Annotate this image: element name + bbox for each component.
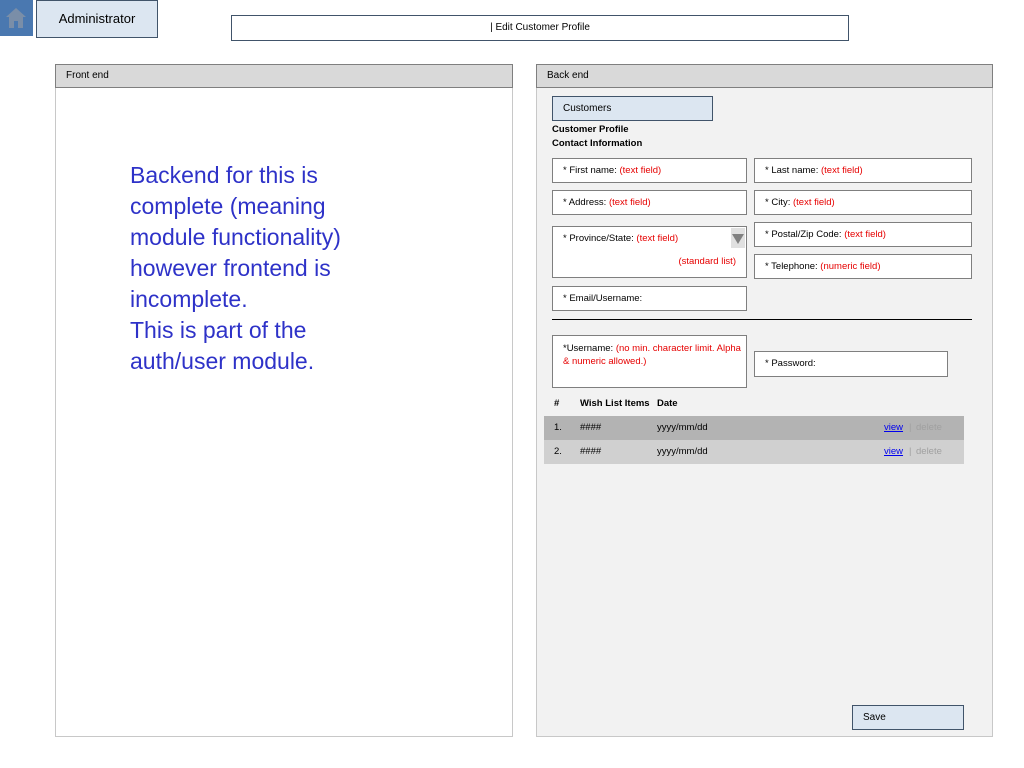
first-name-label: * First name: xyxy=(563,165,620,176)
row-number: 1. xyxy=(554,422,562,433)
first-name-field[interactable] xyxy=(552,158,747,183)
city-hint: (text field) xyxy=(792,197,835,208)
wishlist-col-items: Wish List Items xyxy=(580,398,650,409)
province-list-hint: (standard list) xyxy=(678,256,736,267)
triangle-down-icon[interactable] xyxy=(731,228,745,248)
wishlist-col-number: # xyxy=(554,398,560,409)
first-name-hint: (text field) xyxy=(619,165,662,176)
administrator-tab[interactable]: Administrator xyxy=(36,0,158,38)
customers-tab[interactable]: Customers xyxy=(552,96,713,121)
frontend-note-line1: Backend for this is complete (meaning module functionality) however frontend is incomplete. xyxy=(130,162,341,312)
postal-hint: (text field) xyxy=(844,229,886,240)
email-label: * Email/Username: xyxy=(563,293,643,304)
row-date: yyyy/mm/dd xyxy=(657,446,708,457)
customer-profile-heading: Customer Profile xyxy=(552,124,629,135)
username-label: *Username: xyxy=(563,343,616,354)
save-button[interactable]: Save xyxy=(852,705,964,730)
row-separator: | xyxy=(909,422,912,433)
row-item: #### xyxy=(580,422,602,433)
front-end-header: Front end xyxy=(55,64,513,88)
province-hint: (text field) xyxy=(636,233,679,244)
row-separator: | xyxy=(909,446,912,457)
password-label: * Password: xyxy=(765,358,816,369)
section-divider xyxy=(552,319,972,320)
row-date: yyyy/mm/dd xyxy=(657,422,708,433)
wishlist-col-date: Date xyxy=(657,398,678,409)
postal-code-field[interactable] xyxy=(754,222,972,247)
telephone-hint: (numeric field) xyxy=(820,261,881,272)
back-end-header: Back end xyxy=(536,64,993,88)
last-name-hint: (text field) xyxy=(820,165,863,176)
view-link[interactable]: view xyxy=(884,422,904,433)
email-username-field[interactable] xyxy=(552,286,747,311)
username-hint: (no min. character limit. Alpha & numeric allowed.) xyxy=(563,343,741,367)
last-name-label: * Last name: xyxy=(765,165,821,176)
view-link[interactable]: view xyxy=(884,446,904,457)
username-field[interactable] xyxy=(552,335,747,388)
address-label: * Address: xyxy=(563,197,609,208)
telephone-label: * Telephone: xyxy=(765,261,821,272)
row-item: #### xyxy=(580,446,602,457)
postal-label: * Postal/Zip Code: xyxy=(765,229,845,240)
table-row xyxy=(544,440,964,464)
last-name-field[interactable] xyxy=(754,158,972,183)
province-label: * Province/State: xyxy=(563,233,637,244)
password-field[interactable] xyxy=(754,351,948,377)
row-number: 2. xyxy=(554,446,562,457)
table-row xyxy=(544,416,964,440)
page-title: | Edit Customer Profile xyxy=(231,15,849,41)
telephone-field[interactable] xyxy=(754,254,972,279)
delete-link[interactable]: delete xyxy=(916,422,942,433)
delete-link[interactable]: delete xyxy=(916,446,942,457)
address-hint: (text field) xyxy=(608,197,651,208)
contact-information-heading: Contact Information xyxy=(552,138,643,149)
province-state-select[interactable] xyxy=(552,226,747,278)
home-icon xyxy=(5,7,27,29)
city-label: * City: xyxy=(765,197,793,208)
address-field[interactable] xyxy=(552,190,747,215)
frontend-note xyxy=(130,160,400,377)
frontend-note-line2: This is part of the auth/user module. xyxy=(130,317,315,374)
home-button[interactable] xyxy=(0,0,33,36)
city-field[interactable] xyxy=(754,190,972,215)
